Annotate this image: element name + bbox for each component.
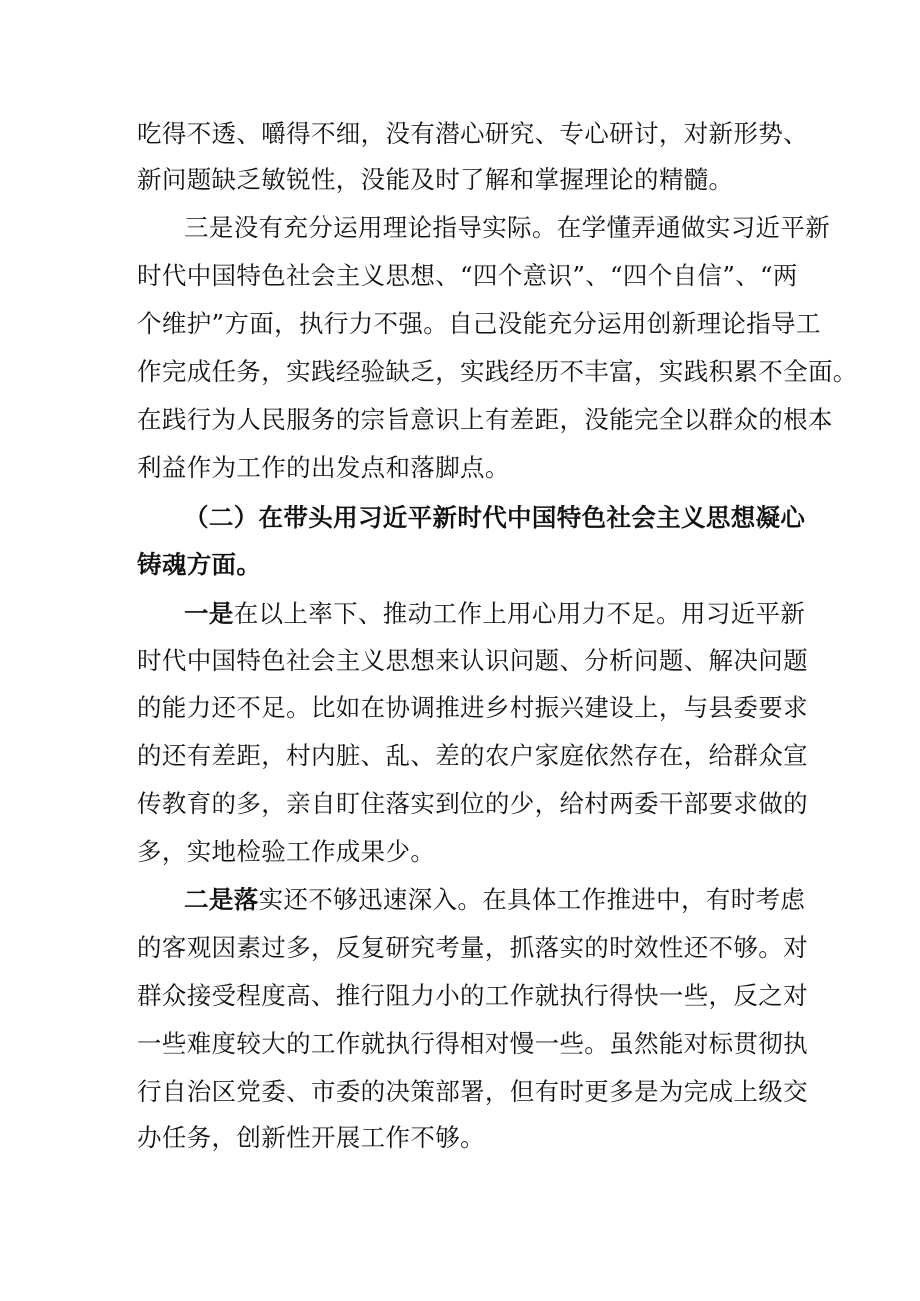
paragraph-first-line <box>184 596 806 632</box>
body-line: 吃得不透、嚼得不细，没有潜心研究、专心研讨，对新形势、 <box>137 119 808 148</box>
paragraph-first-line: 三是没有充分运用理论指导实际。在学懂弄通做实习近平新 <box>184 213 831 242</box>
item-lead-label: 二是落 <box>184 885 259 914</box>
body-line: 的还有差距，村内脏、乱、差的农户家庭依然存在，给群众宣 <box>137 741 808 770</box>
body-line: 在践行为人民服务的宗旨意识上有差距，没能完全以群众的根本 <box>137 405 833 434</box>
body-line: 的客观因素过多，反复研究考量，抓落实的时效性还不够。对 <box>137 933 808 962</box>
body-line: 利益作为工作的出发点和落脚点。 <box>137 453 510 482</box>
section-heading-continued: 铸魂方面。 <box>137 550 262 579</box>
body-line: 时代中国特色社会主义思想、“四个意识”、“四个自信”、“两 <box>137 261 798 290</box>
body-line: 多，实地检验工作成果少。 <box>137 837 436 866</box>
paragraph-first-line <box>184 882 806 918</box>
body-line: 传教育的多，亲自盯住落实到位的少，给村两委干部要求做的 <box>137 789 808 818</box>
section-heading: （二）在带头用习近平新时代中国特色社会主义思想凝心 <box>184 503 806 532</box>
item-lead-text: 在以上率下、推动工作上用心用力不足。用习近平新 <box>233 599 806 628</box>
body-line: 一些难度较大的工作就执行得相对慢一些。虽然能对标贯彻执 <box>137 1029 808 1058</box>
body-line: 作完成任务，实践经验缺乏，实践经历不丰富，实践积累不全面。 <box>137 357 858 386</box>
body-line: 办任务，创新性开展工作不够。 <box>137 1123 485 1152</box>
body-line: 行自治区党委、市委的决策部署，但有时更多是为完成上级交 <box>137 1077 808 1106</box>
item-lead-label: 一是 <box>184 599 234 628</box>
body-line: 群众接受程度高、推行阻力小的工作就执行得快一些，反之对 <box>137 981 808 1010</box>
body-line: 的能力还不足。比如在协调推进乡村振兴建设上，与县委要求 <box>137 693 808 722</box>
body-line: 时代中国特色社会主义思想来认识问题、分析问题、解决问题 <box>137 646 808 675</box>
body-line: 新问题缺乏敏锐性，没能及时了解和掌握理论的精髓。 <box>137 165 734 194</box>
body-line: 个维护”方面，执行力不强。自己没能充分运用创新理论指导工 <box>137 309 821 338</box>
item-lead-text: 实还不够迅速深入。在具体工作推进中，有时考虑 <box>258 885 806 914</box>
